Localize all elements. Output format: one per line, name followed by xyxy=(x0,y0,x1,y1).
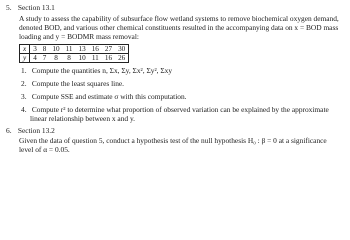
x-cell: 13 xyxy=(76,45,89,54)
y-cell: 10 xyxy=(78,54,86,62)
task-4-number: 4. xyxy=(21,105,27,114)
task-1 xyxy=(21,66,343,75)
x-cell: 16 xyxy=(89,45,102,54)
section-5-heading xyxy=(6,3,55,12)
x-cell: 27 xyxy=(102,45,115,54)
task-2-text: Compute the least squares line. xyxy=(31,79,125,88)
table-row-y xyxy=(20,54,129,63)
x-cell: 11 xyxy=(63,45,76,54)
x-cell: 10 xyxy=(49,45,62,54)
task-4 xyxy=(21,105,343,123)
y-cell: 26 xyxy=(118,54,126,62)
task-1-number: 1. xyxy=(21,66,27,75)
section-5-title: Section 13.1 xyxy=(17,3,55,12)
task-2 xyxy=(21,79,343,88)
x-label: x xyxy=(20,45,30,54)
intro-line-1: A study to assess the capability of subsurface flow wetland systems to remove biochemical oxygen demand, xyxy=(19,14,339,23)
task-3 xyxy=(21,92,343,101)
task-4-text-line-1: Compute r² to determine what proportion of observed variation can be explained by the approximate xyxy=(31,105,329,114)
intro-line-2: denoted BOD, and various other chemical constituents resulted in the accompanying data on x = BOD mass xyxy=(19,23,339,32)
task-2-number: 2. xyxy=(21,79,27,88)
intro-line-3: loading and y = BODMR mass removal: xyxy=(19,32,139,41)
section-5-intro xyxy=(19,14,345,41)
x-cell: 3 xyxy=(30,45,40,54)
task-3-number: 3. xyxy=(21,92,27,101)
section-6-line-1: Given the data of question 5, conduct a hypothesis test of the null hypothesis H₀ : β = 0 at a significance xyxy=(19,136,327,145)
y-label: y xyxy=(20,54,30,63)
data-table xyxy=(19,44,129,63)
y-cell: 7 xyxy=(42,54,47,62)
x-cell: 30 xyxy=(115,45,129,54)
y-cell: 4 xyxy=(33,54,37,62)
x-cell: 8 xyxy=(40,45,50,54)
section-6-title: Section 13.2 xyxy=(17,126,55,135)
y-cell: 11 xyxy=(91,54,99,62)
y-cell: 16 xyxy=(104,54,113,62)
section-6-line-2: level of α = 0.05. xyxy=(19,145,70,154)
y-cell: 8 xyxy=(67,54,71,62)
task-3-text: Compute SSE and estimate σ with this computation. xyxy=(31,92,187,101)
section-6-heading xyxy=(6,126,55,135)
section-6-number: 6. xyxy=(6,126,12,135)
table-row-x xyxy=(20,45,129,54)
task-1-text: Compute the quantities n, Σx, Σy, Σx², Σy², Σxy xyxy=(31,66,173,75)
section-5-number: 5. xyxy=(6,3,12,12)
y-cell: 8 xyxy=(54,54,58,62)
section-6-text xyxy=(19,136,345,154)
task-4-text-line-2: linear relationship between x and y. xyxy=(30,114,136,123)
